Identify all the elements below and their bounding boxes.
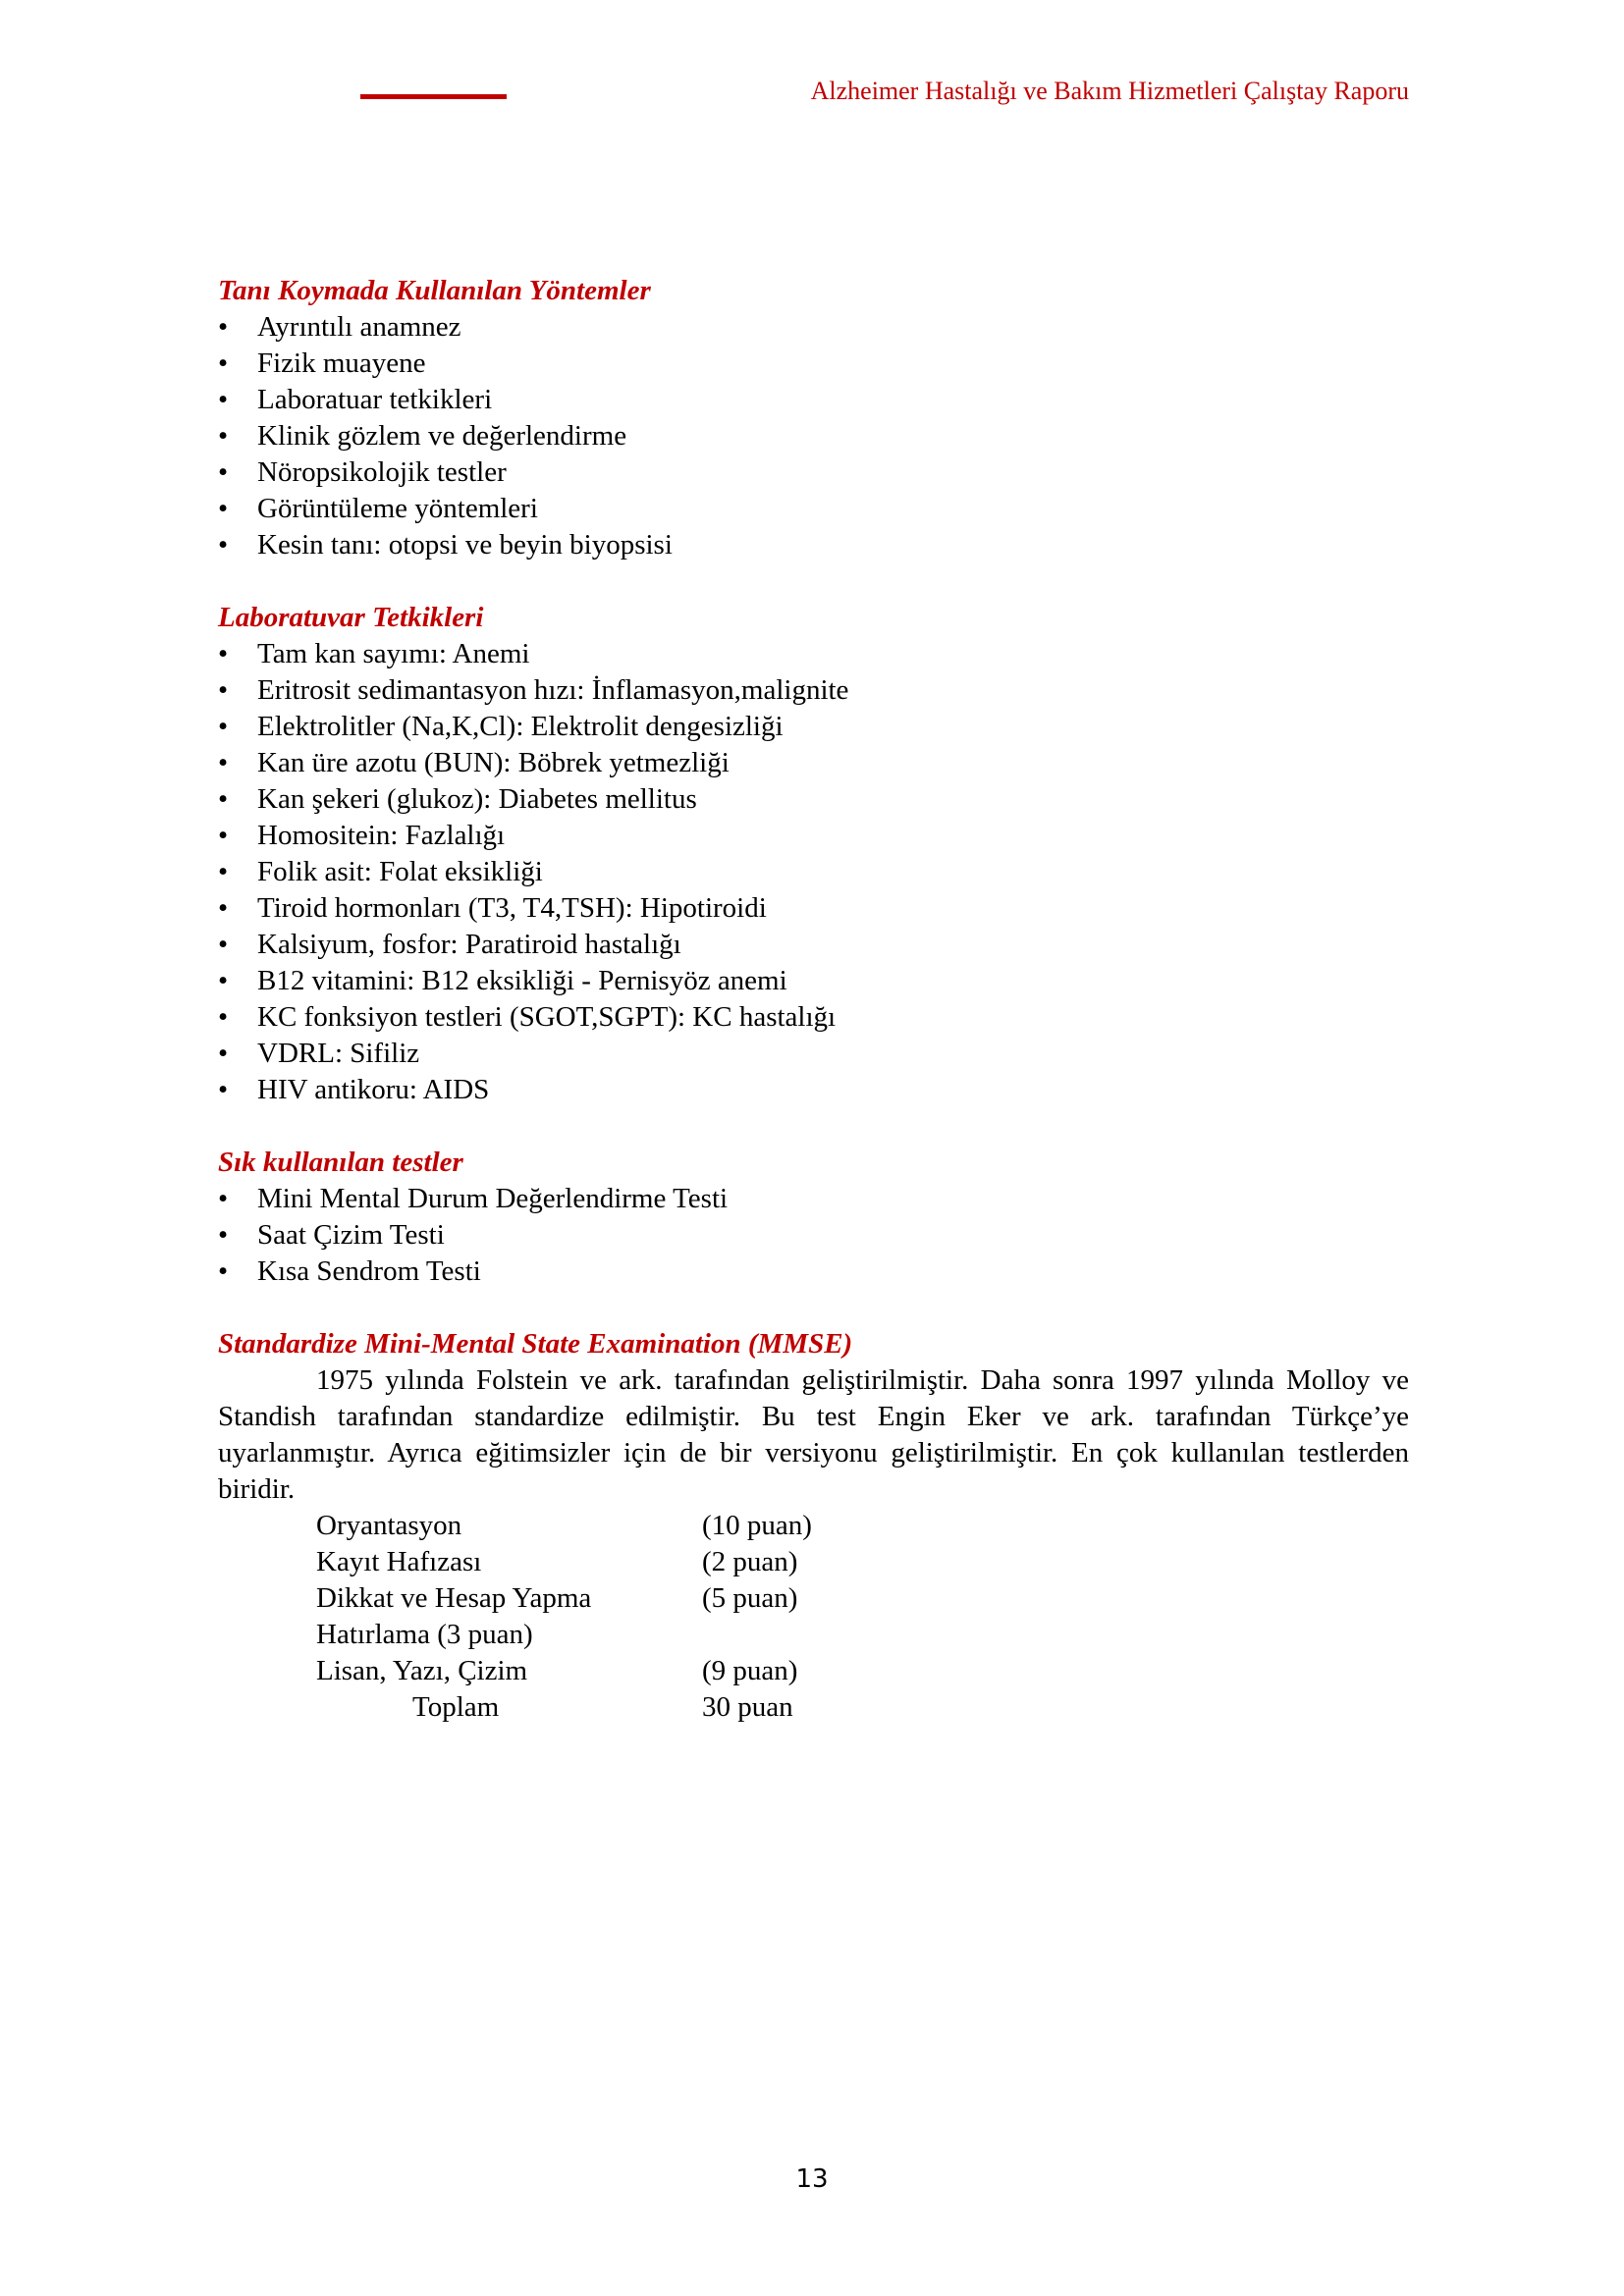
score-points: (2 puan) (702, 1546, 798, 1577)
score-label: Oryantasyon (316, 1510, 462, 1541)
list-item: • Elektrolitler (Na,K,Cl): Elektrolit dengesizliği (218, 709, 1409, 745)
bullet-icon: • (218, 311, 229, 343)
list-item: • Nöropsikolojik testler (218, 454, 1409, 491)
score-label: Kayıt Hafızası (316, 1546, 482, 1577)
bullet-icon: • (218, 1038, 229, 1069)
section-heading: Sık kullanılan testler (218, 1147, 463, 1178)
section-mmse (218, 1326, 1409, 1726)
bullet-icon: • (218, 456, 229, 488)
list-item: • Ayrıntılı anamnez (218, 309, 1409, 346)
page-content (218, 273, 1409, 1762)
section-heading: Standardize Mini-Mental State Examination (MMSE) (218, 1328, 853, 1360)
list-item: • Kan üre azotu (BUN): Böbrek yetmezliği (218, 745, 1409, 781)
bullet-icon: • (218, 384, 229, 415)
page-number: 13 (795, 2164, 829, 2194)
bullet-list (218, 636, 1409, 1108)
list-item: • VDRL: Sifiliz (218, 1036, 1409, 1072)
section-diagnosis-methods (218, 273, 1409, 563)
bullet-list (218, 1181, 1409, 1290)
bullet-icon: • (218, 1074, 229, 1105)
list-item: • Kesin tanı: otopsi ve beyin biyopsisi (218, 527, 1409, 563)
bullet-list (218, 309, 1409, 563)
bullet-icon: • (218, 892, 229, 924)
score-total-label: Toplam (412, 1691, 500, 1723)
bullet-icon: • (218, 638, 229, 669)
bullet-icon: • (218, 1219, 229, 1251)
score-total-points: 30 puan (702, 1691, 793, 1723)
score-total-row (316, 1689, 1409, 1726)
score-row (316, 1653, 1409, 1689)
bullet-icon: • (218, 965, 229, 996)
score-label: Dikkat ve Hesap Yapma (316, 1582, 592, 1614)
header-rule (360, 94, 507, 99)
bullet-icon: • (218, 747, 229, 778)
score-points: (10 puan) (702, 1510, 812, 1541)
bullet-icon: • (218, 347, 229, 379)
bullet-icon: • (218, 929, 229, 960)
list-item: • Homositein: Fazlalığı (218, 818, 1409, 854)
mmse-description: 1975 yılında Folstein ve ark. tarafından geliştirilmiştir. Daha sonra 1997 yılında Molloy ve Standish tarafından standardize edilmiştir. Bu test Engin Eker ve ark. tarafından Türkçe’ye uyarlanmıştır. Ayrıca eğitimsizler için de bir versiyonu geliştirilmiştir. En çok kullanılan testlerden biridir. (218, 1364, 1409, 1505)
list-item: • Saat Çizim Testi (218, 1217, 1409, 1254)
list-item: • Tam kan sayımı: Anemi (218, 636, 1409, 672)
bullet-icon: • (218, 1001, 229, 1033)
bullet-icon: • (218, 493, 229, 524)
running-header: Alzheimer Hastalığı ve Bakım Hizmetleri Çalıştay Raporu (810, 77, 1409, 105)
list-item: • HIV antikoru: AIDS (218, 1072, 1409, 1108)
score-row (316, 1508, 1409, 1544)
section-heading: Tanı Koymada Kullanılan Yöntemler (218, 275, 651, 306)
list-item: • B12 vitamini: B12 eksikliği - Pernisyöz anemi (218, 963, 1409, 999)
list-item: • Klinik gözlem ve değerlendirme (218, 418, 1409, 454)
bullet-icon: • (218, 711, 229, 742)
bullet-icon: • (218, 1255, 229, 1287)
list-item: • Fizik muayene (218, 346, 1409, 382)
section-heading: Laboratuvar Tetkikleri (218, 602, 484, 633)
list-item: • Tiroid hormonları (T3, T4,TSH): Hipotiroidi (218, 890, 1409, 927)
list-item: • KC fonksiyon testleri (SGOT,SGPT): KC hastalığı (218, 999, 1409, 1036)
list-item: • Eritrosit sedimantasyon hızı: İnflamasyon,malignite (218, 672, 1409, 709)
section-lab-tests (218, 600, 1409, 1108)
score-label: Lisan, Yazı, Çizim (316, 1655, 528, 1686)
list-item: • Kısa Sendrom Testi (218, 1254, 1409, 1290)
list-item: • Mini Mental Durum Değerlendirme Testi (218, 1181, 1409, 1217)
bullet-icon: • (218, 420, 229, 452)
bullet-icon: • (218, 856, 229, 887)
bullet-icon: • (218, 674, 229, 706)
list-item: • Kan şekeri (glukoz): Diabetes mellitus (218, 781, 1409, 818)
score-row (316, 1617, 1409, 1653)
score-label: Hatırlama (3 puan) (316, 1619, 533, 1650)
list-item: • Görüntüleme yöntemleri (218, 491, 1409, 527)
bullet-icon: • (218, 529, 229, 561)
section-common-tests (218, 1145, 1409, 1290)
list-item: • Laboratuar tetkikleri (218, 382, 1409, 418)
bullet-icon: • (218, 820, 229, 851)
list-item: • Kalsiyum, fosfor: Paratiroid hastalığı (218, 927, 1409, 963)
score-row (316, 1580, 1409, 1617)
score-row (316, 1544, 1409, 1580)
score-points: (9 puan) (702, 1655, 798, 1686)
bullet-icon: • (218, 1183, 229, 1214)
mmse-score-table (316, 1508, 1409, 1726)
score-points: (5 puan) (702, 1582, 798, 1614)
bullet-icon: • (218, 783, 229, 815)
list-item: • Folik asit: Folat eksikliği (218, 854, 1409, 890)
